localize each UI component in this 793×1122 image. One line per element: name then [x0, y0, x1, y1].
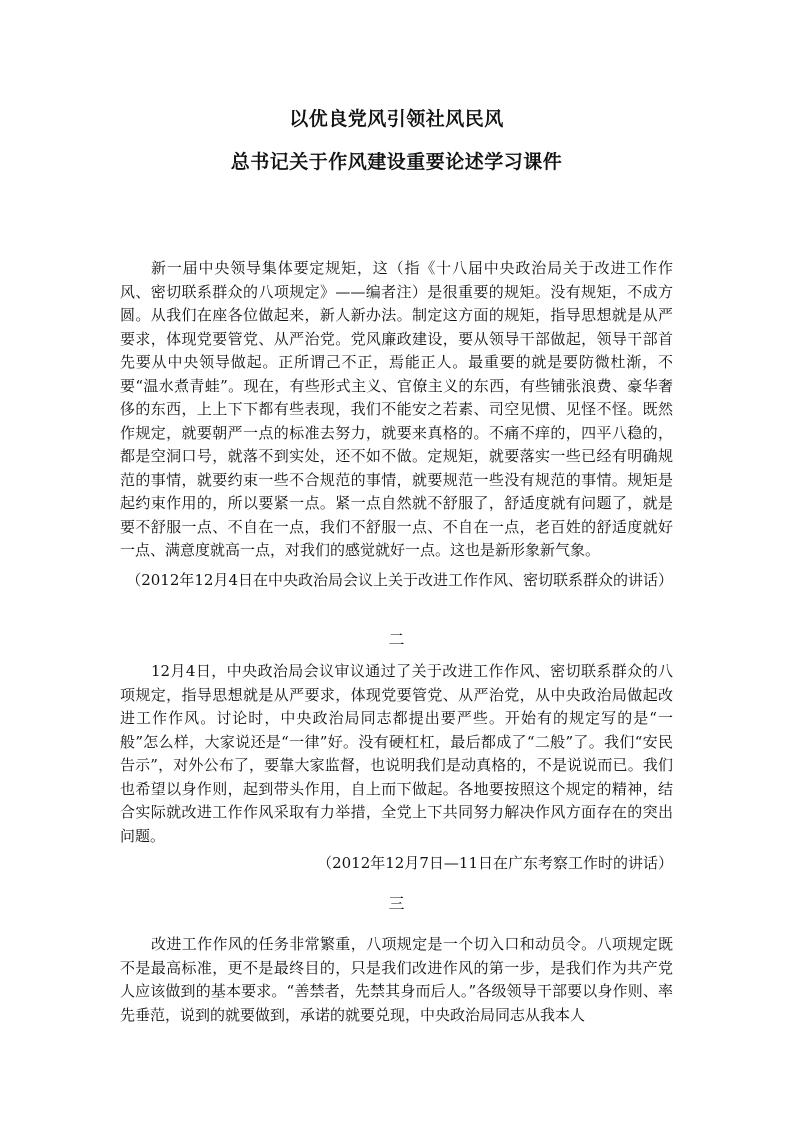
- section-2-paragraph: 12月4日，中央政治局会议审议通过了关于改进工作作风、密切联系群众的八项规定，指导思想就是从严要求，体现党要管党、从严治党，从中央政治局做起改进工作作风。讨论时，中央政治局同志都提出要严些。开始有的规定写的是“一般”怎么样，大家说还是“一律”好。没有硬杠杠，最后都成了“二般”了。我们“安民告示”，对外公布了，要靠大家监督，也说明我们是动真格的，不是说说而已。我们也希望以身作则，起到带头作用，自上而下做起。各地要按照这个规定的精神，结合实际就改进工作作风采取有力举措，全党上下共同努力解决作风方面存在的突出问题。: [120, 662, 673, 845]
- section-3-paragraph: 改进工作作风的任务非常繁重，八项规定是一个切入口和动员令。八项规定既不是最高标准，更不是最终目的，只是我们改进作风的第一步，是我们作为共产党人应该做到的基本要求。“善禁者，先禁其身而后人。”各级领导干部要以身作则、率先垂范，说到的就要做到，承诺的就要兑现，中央政治局同志从我本人: [120, 935, 673, 1024]
- document-title: 以优良党风引领社风民风: [289, 108, 504, 130]
- section-2-source: （2012年12月7日—11日在广东考察工作时的讲话）: [317, 854, 673, 872]
- section-3-heading: 三: [388, 894, 405, 913]
- document-subtitle: 总书记关于作风建设重要论述学习课件: [230, 151, 563, 173]
- section-1-source: （2012年12月4日在中央政治局会议上关于改进工作作风、密切联系群众的讲话）: [126, 571, 673, 589]
- section-2-heading: 二: [388, 630, 405, 649]
- section-1-paragraph: 新一届中央领导集体要定规矩，这（指《十八届中央政治局关于改进工作作风、密切联系群众的八项规定》——编者注）是很重要的规矩。没有规矩，不成方圆。从我们在座各位做起来，新人新办法。制定这方面的规矩，指导思想就是从严要求，体现党要管党、从严治党。党风廉政建设，要从领导干部做起，领导干部首先要从中央领导做起。正所谓己不正，焉能正人。最重要的就是要防微杜渐，不要“温水煮青蛙”。现在，有些形式主义、官僚主义的东西，有些铺张浪费、豪华奢侈的东西，上上下下都有些表现，我们不能安之若素、司空见惯、见怪不怪。既然作规定，就要朝严一点的标准去努力，就要来真格的。不痛不痒的，四平八稳的，都是空洞口号，就落不到实处，还不如不做。定规矩，就要落实一些已经有明确规范的事情，就要约束一些不合规范的事情，就要规范一些没有规范的事情。规矩是起约束作用的，所以要紧一点。紧一点自然就不舒服了，舒适度就有问题了，就是要不舒服一点、不自在一点，我们不舒服一点、不自在一点，老百姓的舒适度就好一点、满意度就高一点，对我们的感觉就好一点。这也是新形象新气象。: [120, 259, 673, 559]
